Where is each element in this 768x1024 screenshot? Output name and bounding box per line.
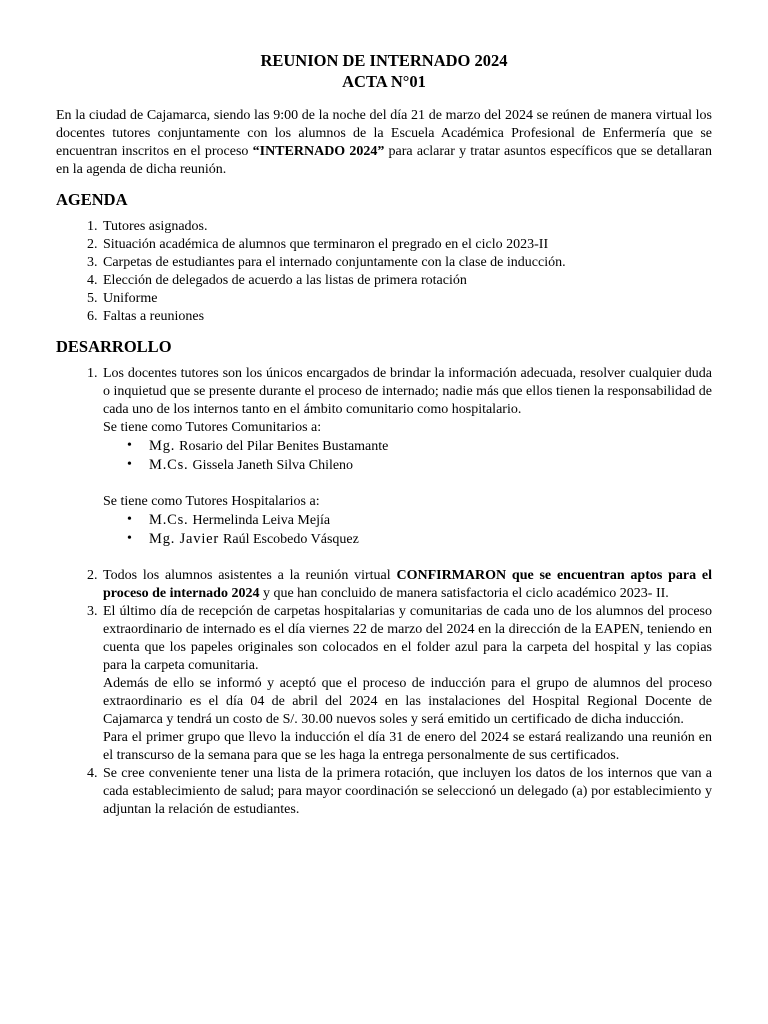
tutor-item — [127, 530, 712, 549]
tutor-name: Hermelinda Leiva Mejía — [192, 513, 331, 528]
item3-paragraph-2: Además de ello se informó y aceptó que el proceso de inducción para el grupo de alumnos del proceso extraordinario es el día 04 de abril del 2024 en las instalaciones del Hospital Regional Docente de Cajamarca y tendrá un costo de S/. 30.00 nuevos soles y será emitido un certificado de dicha inducción. — [103, 676, 712, 727]
bullet-icon: • — [127, 438, 132, 453]
hospitalarios-list — [103, 511, 712, 549]
bullet-icon: • — [127, 531, 132, 546]
agenda-heading: AGENDA — [56, 190, 128, 209]
desarrollo-item-4: 4. Se cree conveniente tener una lista de la primera rotación, que incluyen los datos de los internos que van a cada establecimiento de salud; para mayor coordinación se seleccionó un delegado (a) por establecimiento y adjuntan la relación de estudiantes. — [101, 765, 712, 819]
item3-paragraph-3: Para el primer grupo que llevo la inducción el día 31 de enero del 2024 se estará realizando una reunión en el transcurso de la semana para que se les haga la entrega personalmente de sus certificados. — [103, 730, 712, 763]
document-title: REUNION DE INTERNADO 2024 — [260, 51, 508, 70]
item3-paragraph-1: 3. El último día de recepción de carpetas hospitalarias y comunitarias de cada uno de los alumnos del proceso extraordinario de internado es el día viernes 22 de marzo del 2024 en la dirección de la EAPEN, teniendo en cuenta que los papeles originales son colocados en el folder azul para la carpeta del hospital y las copias para la carpeta comunitaria. — [103, 604, 712, 673]
item2-text-end: y que han concluido de manera satisfactoria el ciclo académico 2023- II. — [259, 586, 669, 601]
agenda-item: 6. Faltas a reuniones — [101, 308, 712, 326]
agenda-item: 4. Elección de delegados de acuerdo a las listas de primera rotación — [101, 272, 712, 290]
item2-text: Todos los alumnos asistentes a la reunión virtual — [103, 568, 397, 583]
desarrollo-heading: DESARROLLO — [56, 337, 172, 356]
agenda-item: 1. Tutores asignados. — [101, 218, 712, 236]
tutor-item — [127, 511, 712, 530]
tutor-item — [127, 456, 712, 475]
item2-bold: CONFIRMARON que se encuentran aptos para el proceso de internado 2024 — [103, 568, 712, 601]
bullet-icon: • — [127, 512, 132, 527]
agenda-item: 2. Situación académica de alumnos que terminaron el pregrado en el ciclo 2023-II — [101, 236, 712, 254]
item1-text: Los docentes tutores son los únicos encargados de brindar la información adecuada, resolver cualquier duda o inquietud que se presente durante el proceso de internado; nadie más que ellos tienen la responsabilidad de cada uno de los internos tanto en el ámbito comunitario como hospitalario. — [103, 366, 712, 417]
agenda-item: 3. Carpetas de estudiantes para el internado conjuntamente con la clase de inducción. — [101, 254, 712, 272]
agenda-list — [56, 218, 712, 326]
bullet-icon: • — [127, 457, 132, 472]
tutor-name: Gissela Janeth Silva Chileno — [192, 458, 354, 473]
hospitalarios-label: Se tiene como Tutores Hospitalarios a: — [103, 494, 320, 509]
tutor-title: M.Cs. — [149, 512, 189, 528]
comunitarios-label: Se tiene como Tutores Comunitarios a: — [103, 420, 322, 435]
tutor-name: Rosario del Pilar Benites Bustamante — [179, 439, 389, 454]
intro-bold: “INTERNADO 2024” — [252, 144, 385, 159]
desarrollo-item-1 — [101, 365, 712, 567]
tutor-title: Mg. — [149, 438, 176, 454]
agenda-item: 5. Uniforme — [101, 290, 712, 308]
desarrollo-list — [56, 365, 712, 819]
desarrollo-item-3 — [101, 603, 712, 765]
intro-paragraph — [56, 107, 712, 179]
tutor-title: Mg. Javier — [149, 531, 220, 547]
intro-text: En la ciudad de Cajamarca, siendo las 9:00 de la noche del día 21 de marzo del 2024 se reúnen de manera virtual los docentes tutores conjuntamente con los alumnos de la Escuela Académica Profesional de Enfermería que se encuentran inscritos en el proceso — [56, 108, 712, 159]
spacer — [103, 475, 712, 493]
tutor-title: M.Cs. — [149, 457, 189, 473]
intro-text-end: para aclarar y tratar asuntos específicos que se detallaran en la agenda de dicha reunión. — [56, 144, 712, 177]
tutor-name: Raúl Escobedo Vásquez — [223, 532, 359, 547]
acta-number: ACTA N°01 — [342, 72, 426, 91]
comunitarios-list — [103, 437, 712, 475]
spacer — [103, 549, 712, 567]
desarrollo-item-2 — [101, 567, 712, 603]
tutor-item — [127, 437, 712, 456]
